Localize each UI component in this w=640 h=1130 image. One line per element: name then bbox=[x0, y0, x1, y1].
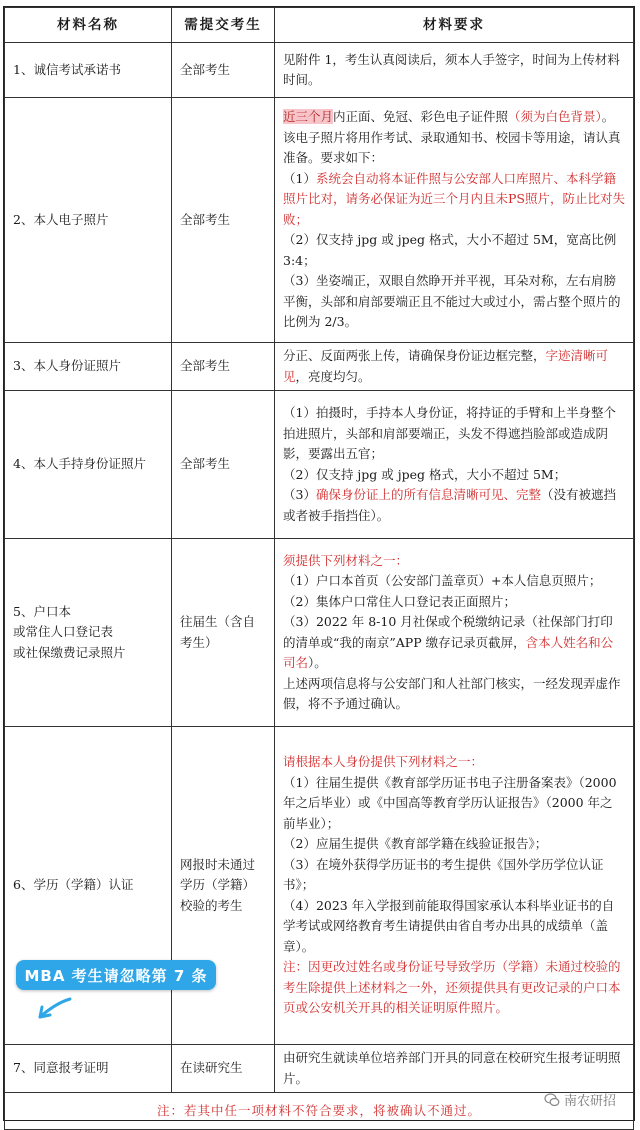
requirement-paragraph bbox=[283, 592, 625, 613]
requirement-paragraph bbox=[283, 107, 625, 169]
row-requirements bbox=[275, 727, 634, 1045]
arrow-icon bbox=[34, 995, 74, 1021]
footer-note: 注：若其中任一项材料不符合要求，将被确认不通过。 bbox=[5, 1093, 634, 1130]
requirement-paragraph bbox=[283, 346, 625, 387]
requirement-text: 由研究生就读单位培养部门开具的同意在校研究生报考证明照片。 bbox=[283, 1050, 621, 1086]
table-row bbox=[5, 727, 634, 1045]
requirement-text: （须为白色背景） bbox=[508, 109, 602, 125]
row-requirements bbox=[275, 43, 634, 98]
requirement-text: 请根据本人身份提供下列材料之一： bbox=[283, 754, 484, 770]
footer-note-row bbox=[5, 1093, 634, 1130]
wechat-icon bbox=[544, 1092, 560, 1108]
row-name-line: 5、户口本 bbox=[13, 603, 71, 619]
row-name-line: 4、本人手持身份证照片 bbox=[13, 456, 146, 472]
requirement-text: ，亮度均匀。 bbox=[295, 368, 371, 384]
row-requirements bbox=[275, 391, 634, 539]
requirement-paragraph bbox=[283, 752, 625, 773]
requirement-text: （3）2022 年 8-10 月社保或个税缴纳记录（社保部门打印的清单或“我的南京”APP 缴存记录页截屏， bbox=[283, 614, 613, 650]
requirement-text: 系统会自动将本证件照与公安部人口库照片、本科学籍照片比对，请务必保证为近三个月内且未PS照片，防止比对失败； bbox=[283, 170, 625, 227]
row-applicants: 全部考生 bbox=[172, 98, 275, 343]
requirement-text: （1）往届生提供《教育部学历证书电子注册备案表》（2000 年之后毕业）或《中国高等教育学历认证报告》（2000 年之前毕业）； bbox=[283, 774, 617, 831]
requirement-text: （2）应届生提供《教育部学籍在线验证报告》； bbox=[283, 836, 548, 852]
requirement-paragraph bbox=[283, 896, 625, 958]
requirement-paragraph bbox=[283, 50, 625, 91]
row-applicants: 往届生（含自考生） bbox=[172, 539, 275, 727]
table-row bbox=[5, 43, 634, 98]
row-name-line: 7、同意报考证明 bbox=[13, 1060, 109, 1076]
requirement-text: 分正、反面两张上传，请确保身份证边框完整， bbox=[283, 348, 546, 363]
row-applicants: 全部考生 bbox=[172, 343, 275, 391]
row-name-line: 3、本人身份证照片 bbox=[13, 358, 121, 374]
row-name-line: 或社保缴费记录照片 bbox=[13, 644, 126, 660]
requirement-paragraph bbox=[283, 465, 625, 486]
header-requirements: 材料要求 bbox=[275, 8, 634, 43]
row-requirements bbox=[275, 1045, 634, 1093]
requirement-text: 含本人姓名和公司名 bbox=[283, 634, 614, 670]
row-requirements bbox=[275, 343, 634, 391]
requirement-paragraph bbox=[283, 271, 625, 333]
requirement-text: 内正面、免冠、彩色电子证件照 bbox=[333, 109, 509, 125]
watermark-text: 南农研招 bbox=[563, 1094, 616, 1109]
table-row bbox=[5, 1045, 634, 1093]
row-applicants: 全部考生 bbox=[172, 391, 275, 539]
requirement-text: （没有被遮挡或者被手指挡住）。 bbox=[283, 487, 616, 523]
requirement-paragraph bbox=[283, 230, 625, 271]
row-name bbox=[5, 343, 172, 391]
requirement-paragraph bbox=[283, 612, 625, 674]
requirement-paragraph bbox=[283, 957, 625, 1019]
requirement-paragraph bbox=[283, 1048, 625, 1089]
requirement-text: （1） bbox=[283, 170, 316, 186]
requirement-paragraph bbox=[283, 571, 625, 592]
requirement-text: （3） bbox=[283, 487, 316, 502]
requirement-text: 见附件 1，考生认真阅读后，须本人手签字，时间为上传材料时间。 bbox=[283, 51, 620, 87]
requirement-paragraph bbox=[283, 674, 625, 715]
header-applicants: 需提交考生 bbox=[172, 8, 275, 43]
table-row bbox=[5, 539, 634, 727]
row-applicants: 在读研究生 bbox=[172, 1045, 275, 1093]
requirement-text: ）。 bbox=[308, 655, 327, 670]
row-name bbox=[5, 1045, 172, 1093]
row-name-line: 或常住人口登记表 bbox=[13, 624, 114, 640]
requirement-text: 。该电子照片将用作考试、录取通知书、校园卡等用途，请认真准备。要求如下： bbox=[283, 109, 621, 166]
mba-notice-badge: MBA 考生请忽略第 7 条 bbox=[16, 960, 216, 990]
requirement-text: （3）在境外获得学历证书的考生提供《国外学历学位认证书》； bbox=[283, 856, 604, 893]
table-header-row bbox=[5, 8, 634, 43]
requirement-paragraph bbox=[283, 403, 625, 465]
row-name bbox=[5, 539, 172, 727]
row-name bbox=[5, 98, 172, 343]
row-name bbox=[5, 391, 172, 539]
watermark bbox=[544, 1090, 616, 1109]
requirement-paragraph bbox=[283, 855, 625, 896]
materials-table-sheet bbox=[3, 6, 635, 1121]
requirement-text: （2）集体户口常住人口登记表正面照片； bbox=[283, 593, 516, 609]
requirement-text: （3）坐姿端正，双眼自然睁开并平视，耳朵对称，左右肩膀平衡，头部和肩部要端正且不能过大或过小，需占整个照片的比例为 2/3。 bbox=[283, 273, 621, 330]
requirement-text: 字迹清晰可见 bbox=[283, 348, 609, 384]
requirement-paragraph bbox=[283, 551, 625, 572]
requirement-text: （1）拍摄时，手持本人身份证，将持证的手臂和上半身整个拍进照片，头部和肩部要端正，头发不得遮挡脸部或造成阴影，要露出五官； bbox=[283, 405, 616, 461]
row-requirements bbox=[275, 539, 634, 727]
requirement-text: 近三个月 bbox=[283, 109, 334, 125]
row-applicants: 网报时未通过学历（学籍）校验的考生 bbox=[172, 727, 275, 1045]
requirement-text: 注：因更改过姓名或身份证号导致学历（学籍）未通过校验的考生除提供上述材料之一外，还须提供具有更改记录的户口本页或公安机关开具的相关证明原件照片。 bbox=[283, 959, 621, 1016]
requirement-paragraph bbox=[283, 834, 625, 855]
requirement-text: （2）仅支持 jpg 或 jpeg 格式，大小不超过 5M，宽高比例 3:4； bbox=[283, 232, 617, 268]
requirement-paragraph bbox=[283, 169, 625, 231]
requirement-paragraph bbox=[283, 485, 625, 526]
requirement-text: （4）2023 年入学报到前能取得国家承认本科毕业证书的自学考试或网络教育考生请提供由省自考办出具的成绩单（盖章）。 bbox=[283, 897, 615, 954]
row-name-line: 1、诚信考试承诺书 bbox=[13, 61, 121, 77]
row-name bbox=[5, 727, 172, 1045]
requirement-paragraph bbox=[283, 773, 625, 835]
requirement-text: （2）仅支持 jpg 或 jpeg 格式，大小不超过 5M； bbox=[283, 466, 567, 482]
requirement-text: （1）户口本首页（公安部门盖章页）+本人信息页照片； bbox=[283, 573, 602, 588]
row-applicants: 全部考生 bbox=[172, 43, 275, 98]
requirement-text: 上述两项信息将与公安部门和人社部门核实，一经发现弄虚作假，将不予通过确认。 bbox=[283, 675, 621, 711]
table-row bbox=[5, 343, 634, 391]
table-row bbox=[5, 98, 634, 343]
requirement-text: 须提供下列材料之一： bbox=[283, 552, 409, 568]
row-name-line: 2、本人电子照片 bbox=[13, 211, 109, 227]
row-name bbox=[5, 43, 172, 98]
table-row bbox=[5, 391, 634, 539]
requirement-text: 确保身份证上的所有信息清晰可见、完整 bbox=[315, 487, 541, 502]
header-material-name: 材料名称 bbox=[5, 8, 172, 43]
row-name-line: 6、学历（学籍）认证 bbox=[13, 877, 134, 893]
row-requirements bbox=[275, 98, 634, 343]
